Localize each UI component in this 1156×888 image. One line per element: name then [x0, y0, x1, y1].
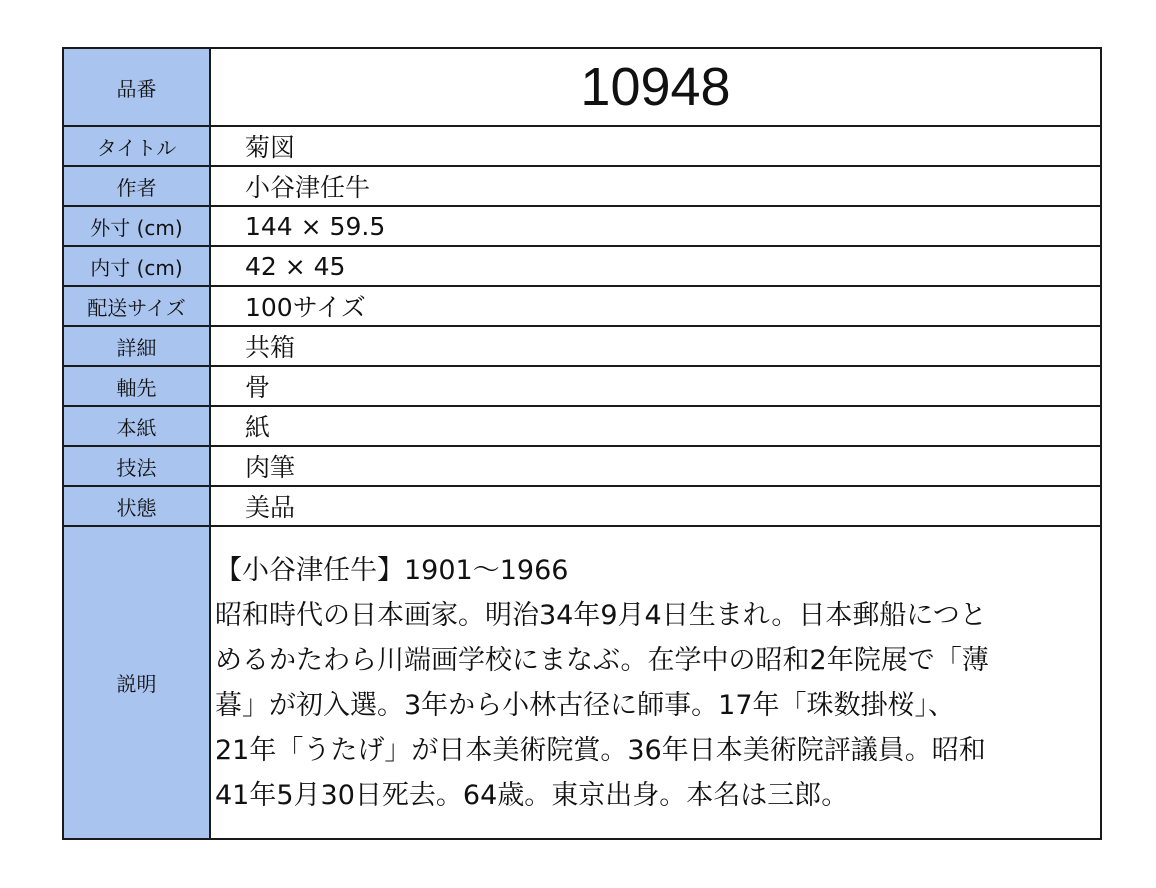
title-row [63, 126, 1101, 166]
description-line: 【小谷津任牛】1901〜1966 [215, 554, 569, 586]
base-material-row [63, 406, 1101, 446]
technique-row [63, 446, 1101, 486]
shipping-size-value: 100サイズ [210, 286, 1101, 326]
details-row [63, 326, 1101, 366]
description-line: 昭和時代の日本画家。明治34年9月4日生まれ。日本郵船につと [215, 599, 987, 631]
title-label: タイトル [63, 126, 210, 166]
product-id-value: 10948 [210, 48, 1101, 126]
description-line: 暮」が初入選。3年から小林古径に師事。17年「珠数掛桜」、 [215, 689, 956, 721]
description-line: 21年「うたげ」が日本美術院賞。36年日本美術院評議員。昭和 [215, 734, 986, 766]
title-value: 菊図 [210, 126, 1101, 166]
condition-row [63, 486, 1101, 526]
base-material-value: 紙 [210, 406, 1101, 446]
description-row [63, 526, 1101, 839]
shipping-size-row [63, 286, 1101, 326]
description-label: 説明 [63, 526, 210, 839]
description-line: 41年5月30日死去。64歳。東京出身。本名は三郎。 [215, 779, 849, 811]
outer-size-value: 144 × 59.5 [210, 206, 1101, 246]
product-id-label: 品番 [63, 48, 210, 126]
technique-label: 技法 [63, 446, 210, 486]
outer-size-row [63, 206, 1101, 246]
artist-label: 作者 [63, 166, 210, 206]
condition-value: 美品 [210, 486, 1101, 526]
base-material-label: 本紙 [63, 406, 210, 446]
details-value: 共箱 [210, 326, 1101, 366]
inner-size-label: 内寸 (cm) [63, 246, 210, 286]
product-spec-table [62, 47, 1102, 840]
description-line: めるかたわら川端画学校にまなぶ。在学中の昭和2年院展で「薄 [215, 644, 989, 676]
roller-end-row [63, 366, 1101, 406]
inner-size-row [63, 246, 1101, 286]
roller-end-label: 軸先 [63, 366, 210, 406]
condition-label: 状態 [63, 486, 210, 526]
details-label: 詳細 [63, 326, 210, 366]
roller-end-value: 骨 [210, 366, 1101, 406]
inner-size-value: 42 × 45 [210, 246, 1101, 286]
product-id-row [63, 48, 1101, 126]
shipping-size-label: 配送サイズ [63, 286, 210, 326]
artist-value: 小谷津任牛 [210, 166, 1101, 206]
outer-size-label: 外寸 (cm) [63, 206, 210, 246]
description-text [210, 526, 1101, 839]
artist-row [63, 166, 1101, 206]
technique-value: 肉筆 [210, 446, 1101, 486]
